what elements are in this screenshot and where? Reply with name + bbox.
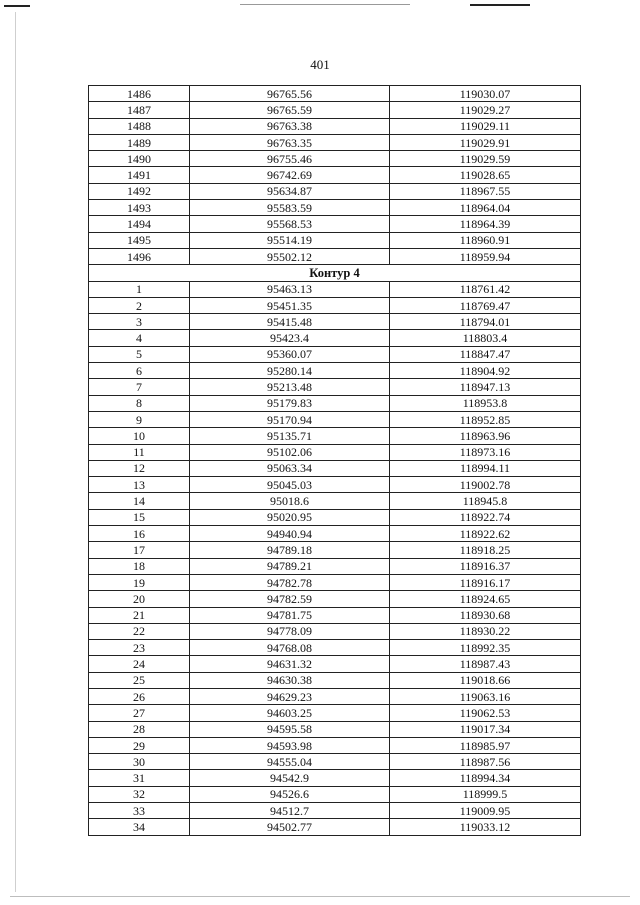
y-coordinate: 118769.47: [390, 297, 581, 313]
table-row: [89, 509, 581, 525]
scan-bottom-edge: [10, 896, 630, 897]
point-number: 28: [89, 721, 190, 737]
point-number: 1489: [89, 134, 190, 150]
table-row: [89, 86, 581, 102]
y-coordinate: 119028.65: [390, 167, 581, 183]
x-coordinate: 95634.87: [190, 183, 390, 199]
x-coordinate: 95502.12: [190, 248, 390, 264]
table-row: [89, 314, 581, 330]
table-row: [89, 200, 581, 216]
point-number: 18: [89, 558, 190, 574]
x-coordinate: 96765.56: [190, 86, 390, 102]
x-coordinate: 96742.69: [190, 167, 390, 183]
point-number: 1488: [89, 118, 190, 134]
point-number: 23: [89, 640, 190, 656]
x-coordinate: 95213.48: [190, 379, 390, 395]
point-number: 1493: [89, 200, 190, 216]
table-row: [89, 118, 581, 134]
point-number: 1491: [89, 167, 190, 183]
table-row: [89, 591, 581, 607]
y-coordinate: 118947.13: [390, 379, 581, 395]
point-number: 16: [89, 526, 190, 542]
table-row: [89, 721, 581, 737]
table-row: [89, 379, 581, 395]
x-coordinate: 95451.35: [190, 297, 390, 313]
y-coordinate: 118985.97: [390, 737, 581, 753]
table-row: [89, 786, 581, 802]
table-row: [89, 623, 581, 639]
y-coordinate: 118803.4: [390, 330, 581, 346]
table-row: [89, 460, 581, 476]
table-row: [89, 754, 581, 770]
x-coordinate: 94778.09: [190, 623, 390, 639]
x-coordinate: 94768.08: [190, 640, 390, 656]
y-coordinate: 118922.74: [390, 509, 581, 525]
y-coordinate: 118916.17: [390, 574, 581, 590]
table-row: [89, 656, 581, 672]
x-coordinate: 95170.94: [190, 411, 390, 427]
x-coordinate: 95514.19: [190, 232, 390, 248]
y-coordinate: 118973.16: [390, 444, 581, 460]
y-coordinate: 119033.12: [390, 819, 581, 835]
x-coordinate: 94593.98: [190, 737, 390, 753]
table-row: [89, 542, 581, 558]
point-number: 33: [89, 803, 190, 819]
x-coordinate: 94512.7: [190, 803, 390, 819]
x-coordinate: 94555.04: [190, 754, 390, 770]
point-number: 7: [89, 379, 190, 395]
point-number: 4: [89, 330, 190, 346]
table-row: [89, 232, 581, 248]
x-coordinate: 95423.4: [190, 330, 390, 346]
x-coordinate: 95568.53: [190, 216, 390, 232]
x-coordinate: 95179.83: [190, 395, 390, 411]
y-coordinate: 119029.59: [390, 151, 581, 167]
x-coordinate: 95135.71: [190, 428, 390, 444]
coordinates-table: [88, 85, 581, 836]
y-coordinate: 118964.39: [390, 216, 581, 232]
y-coordinate: 119009.95: [390, 803, 581, 819]
point-number: 21: [89, 607, 190, 623]
section-title: Контур 4: [89, 265, 581, 281]
point-number: 8: [89, 395, 190, 411]
y-coordinate: 118794.01: [390, 314, 581, 330]
point-number: 19: [89, 574, 190, 590]
x-coordinate: 96763.38: [190, 118, 390, 134]
point-number: 14: [89, 493, 190, 509]
x-coordinate: 94782.59: [190, 591, 390, 607]
y-coordinate: 118964.04: [390, 200, 581, 216]
table-row: [89, 216, 581, 232]
point-number: 27: [89, 705, 190, 721]
y-coordinate: 118922.62: [390, 526, 581, 542]
table-row: [89, 819, 581, 835]
table-row: [89, 574, 581, 590]
x-coordinate: 96765.59: [190, 102, 390, 118]
x-coordinate: 94782.78: [190, 574, 390, 590]
scan-mark: [240, 4, 410, 5]
x-coordinate: 94526.6: [190, 786, 390, 802]
x-coordinate: 94789.18: [190, 542, 390, 558]
table-row: [89, 640, 581, 656]
y-coordinate: 118987.56: [390, 754, 581, 770]
point-number: 1496: [89, 248, 190, 264]
table-row: [89, 183, 581, 199]
y-coordinate: 119062.53: [390, 705, 581, 721]
table-row: [89, 363, 581, 379]
y-coordinate: 118952.85: [390, 411, 581, 427]
x-coordinate: 94542.9: [190, 770, 390, 786]
point-number: 5: [89, 346, 190, 362]
x-coordinate: 95063.34: [190, 460, 390, 476]
point-number: 6: [89, 363, 190, 379]
y-coordinate: 118994.34: [390, 770, 581, 786]
x-coordinate: 95280.14: [190, 363, 390, 379]
table-row: [89, 281, 581, 297]
table-row: [89, 330, 581, 346]
table-row: [89, 607, 581, 623]
point-number: 1487: [89, 102, 190, 118]
y-coordinate: 119029.27: [390, 102, 581, 118]
scan-mark: [470, 4, 530, 6]
x-coordinate: 95463.13: [190, 281, 390, 297]
y-coordinate: 119029.11: [390, 118, 581, 134]
x-coordinate: 96755.46: [190, 151, 390, 167]
table-row: [89, 770, 581, 786]
point-number: 22: [89, 623, 190, 639]
table-row: [89, 297, 581, 313]
point-number: 2: [89, 297, 190, 313]
section-row: [89, 265, 581, 281]
point-number: 1495: [89, 232, 190, 248]
y-coordinate: 119017.34: [390, 721, 581, 737]
point-number: 29: [89, 737, 190, 753]
x-coordinate: 95415.48: [190, 314, 390, 330]
point-number: 24: [89, 656, 190, 672]
table-row: [89, 428, 581, 444]
y-coordinate: 118930.68: [390, 607, 581, 623]
x-coordinate: 94630.38: [190, 672, 390, 688]
table-row: [89, 672, 581, 688]
x-coordinate: 95018.6: [190, 493, 390, 509]
table-row: [89, 493, 581, 509]
point-number: 17: [89, 542, 190, 558]
section-header-body: [89, 265, 581, 281]
table-row: [89, 477, 581, 493]
table-row: [89, 167, 581, 183]
y-coordinate: 118847.47: [390, 346, 581, 362]
x-coordinate: 96763.35: [190, 134, 390, 150]
y-coordinate: 118918.25: [390, 542, 581, 558]
x-coordinate: 94629.23: [190, 688, 390, 704]
y-coordinate: 118930.22: [390, 623, 581, 639]
scan-artifacts: [0, 0, 640, 10]
y-coordinate: 118987.43: [390, 656, 581, 672]
x-coordinate: 95020.95: [190, 509, 390, 525]
point-number: 31: [89, 770, 190, 786]
y-coordinate: 118959.94: [390, 248, 581, 264]
table-row: [89, 803, 581, 819]
table-row: [89, 248, 581, 264]
table-row: [89, 737, 581, 753]
y-coordinate: 118960.91: [390, 232, 581, 248]
table-row: [89, 151, 581, 167]
point-number: 13: [89, 477, 190, 493]
point-number: 15: [89, 509, 190, 525]
y-coordinate: 118999.5: [390, 786, 581, 802]
y-coordinate: 119063.16: [390, 688, 581, 704]
table-row: [89, 411, 581, 427]
point-number: 10: [89, 428, 190, 444]
point-number: 1490: [89, 151, 190, 167]
table-row: [89, 134, 581, 150]
y-coordinate: 118953.8: [390, 395, 581, 411]
table-row: [89, 102, 581, 118]
x-coordinate: 94595.58: [190, 721, 390, 737]
scan-edge: [15, 12, 16, 892]
point-number: 25: [89, 672, 190, 688]
table-row: [89, 444, 581, 460]
table-row: [89, 346, 581, 362]
x-coordinate: 94603.25: [190, 705, 390, 721]
x-coordinate: 95045.03: [190, 477, 390, 493]
point-number: 26: [89, 688, 190, 704]
x-coordinate: 95583.59: [190, 200, 390, 216]
y-coordinate: 119002.78: [390, 477, 581, 493]
point-number: 30: [89, 754, 190, 770]
point-number: 11: [89, 444, 190, 460]
point-number: 1: [89, 281, 190, 297]
y-coordinate: 118904.92: [390, 363, 581, 379]
table-row: [89, 526, 581, 542]
point-number: 1494: [89, 216, 190, 232]
page-number: 401: [310, 57, 330, 72]
table-row: [89, 705, 581, 721]
x-coordinate: 94789.21: [190, 558, 390, 574]
y-coordinate: 118945.8: [390, 493, 581, 509]
point-number: 32: [89, 786, 190, 802]
table-row: [89, 558, 581, 574]
table-row: [89, 395, 581, 411]
table-row: [89, 688, 581, 704]
x-coordinate: 95102.06: [190, 444, 390, 460]
x-coordinate: 94502.77: [190, 819, 390, 835]
y-coordinate: 118994.11: [390, 460, 581, 476]
y-coordinate: 118924.65: [390, 591, 581, 607]
x-coordinate: 95360.07: [190, 346, 390, 362]
point-number: 1486: [89, 86, 190, 102]
y-coordinate: 119018.66: [390, 672, 581, 688]
point-number: 34: [89, 819, 190, 835]
y-coordinate: 118916.37: [390, 558, 581, 574]
x-coordinate: 94781.75: [190, 607, 390, 623]
point-number: 9: [89, 411, 190, 427]
y-coordinate: 119029.91: [390, 134, 581, 150]
point-number: 3: [89, 314, 190, 330]
y-coordinate: 118992.35: [390, 640, 581, 656]
point-number: 12: [89, 460, 190, 476]
y-coordinate: 118967.55: [390, 183, 581, 199]
y-coordinate: 118963.96: [390, 428, 581, 444]
scan-mark: [4, 5, 30, 7]
x-coordinate: 94631.32: [190, 656, 390, 672]
x-coordinate: 94940.94: [190, 526, 390, 542]
table-body-after: [89, 281, 581, 835]
point-number: 20: [89, 591, 190, 607]
y-coordinate: 119030.07: [390, 86, 581, 102]
point-number: 1492: [89, 183, 190, 199]
table-body-before: [89, 86, 581, 265]
y-coordinate: 118761.42: [390, 281, 581, 297]
